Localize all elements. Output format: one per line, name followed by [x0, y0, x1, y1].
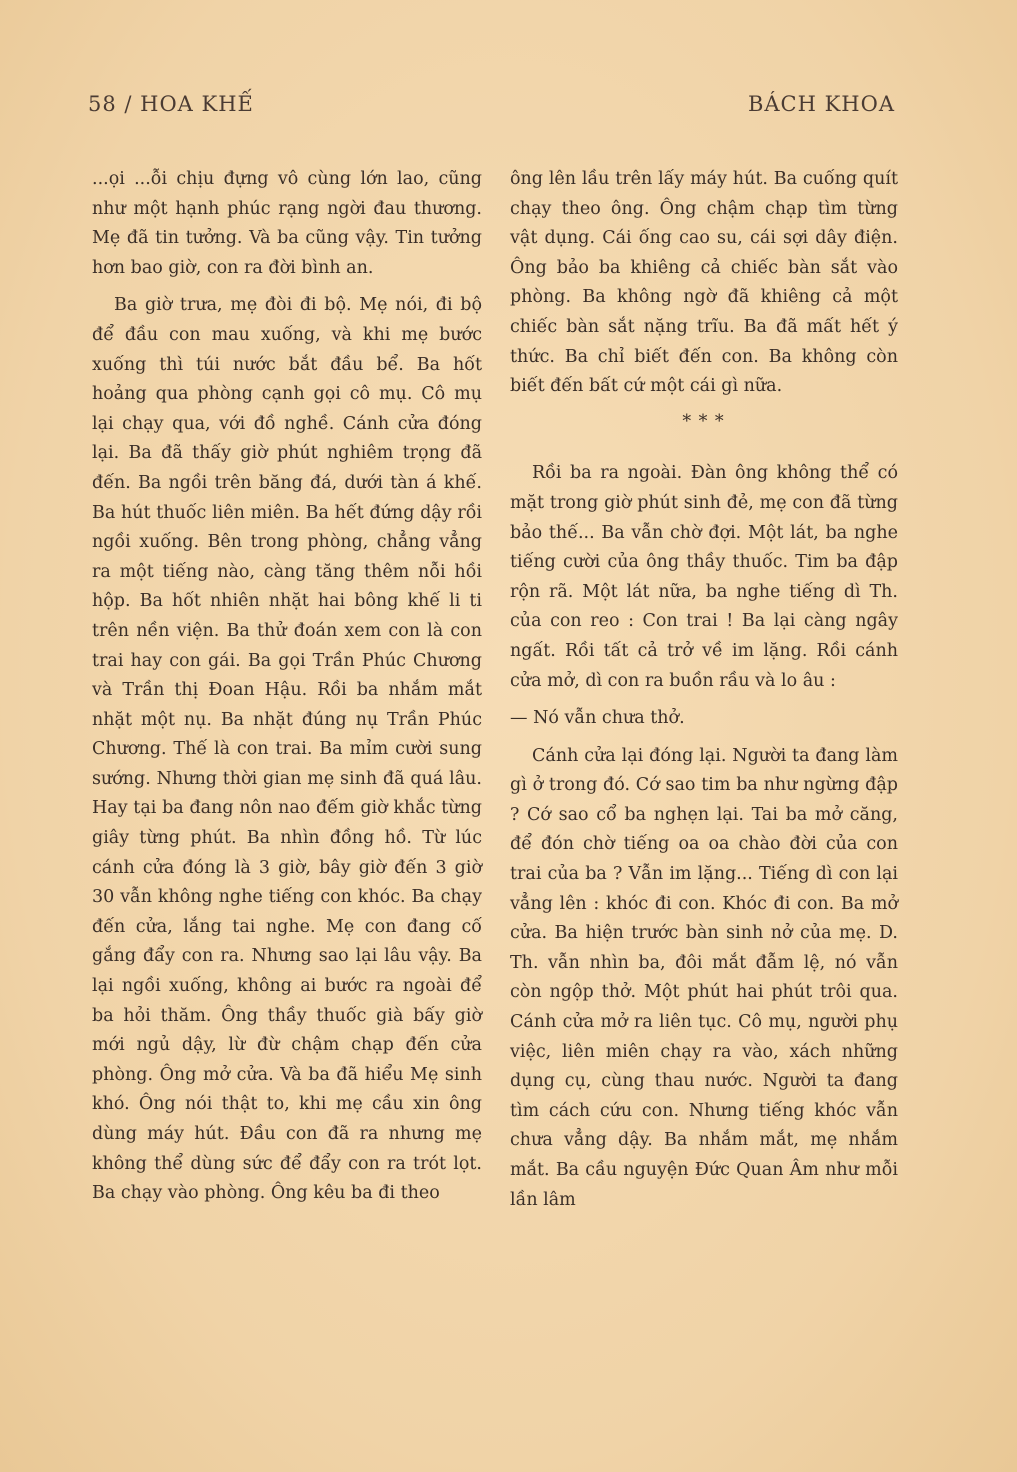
dialogue-line: — Nó vẫn chưa thở. [510, 708, 685, 729]
magazine-title: BÁCH KHOA [747, 92, 895, 116]
paragraph: ...ọi ...ỗi chịu đựng vô cùng lớn lao, cũng như một hạnh phúc rạng ngời đau thương. Mẹ đã tin tưởng. Và ba cũng vậy. Tin tưởng hơn bao giờ, con ra đời bình an. [92, 169, 482, 278]
page-header [88, 92, 895, 116]
page-number-and-author: 58 / HOA KHẾ [88, 92, 254, 116]
right-column [510, 165, 898, 1215]
paragraph: Ba giờ trưa, mẹ đòi đi bộ. Mẹ nói, đi bộ để đầu con mau xuống, và khi mẹ bước xuống thì túi nước bắt đầu bể. Ba hốt hoảng qua phòng cạnh gọi cô mụ. Cô mụ lại chạy qua, với đồ nghề. Cánh cửa đóng lại. Ba đã thấy giờ phút nghiêm trọng đã đến. Ba ngồi trên băng đá, dưới tàn á khế. Ba hút thuốc liên miên. Ba hết đứng dậy rồi ngồi xuống. Bên trong phòng, chẳng vẳng ra một tiếng nào, càng tăng thêm nỗi hồi hộp. Ba hốt nhiên nhặt hai bông khế li ti trên nền viện. Ba thử đoán xem con là con trai hay con gái. Ba gọi Trần Phúc Chương và Trần thị Đoan Hậu. Rồi ba nhắm mắt nhặt một nụ. Ba nhặt đúng nụ Trần Phúc Chương. Thế là con trai. Ba mỉm cười sung sướng. Nhưng thời gian mẹ sinh đã quá lâu. Hay tại ba đang nôn nao đếm giờ khắc từng giây từng phút. Ba nhìn đồng hồ. Từ lúc cánh cửa đóng là 3 giờ, bây giờ đến 3 giờ 30 vẫn không nghe tiếng con khóc. Ba chạy đến cửa, lắng tai nghe. Mẹ con đang cố gắng đẩy con ra. Nhưng sao lại lâu vậy. Ba lại ngồi xuống, không ai bước ra ngoài để ba hỏi thăm. Ông thầy thuốc già bấy giờ mới ngủ dậy, lừ đừ chậm chạp đến cửa phòng. Ông mở cửa. Và ba đã hiểu Mẹ sinh khó. Ông nói thật to, khi mẹ cầu xin ông dùng máy hút. Đầu con đã ra nhưng mẹ không thể dùng sức để đẩy con ra trót lọt. Ba chạy vào phòng. Ông kêu ba đi theo [92, 295, 482, 1204]
paragraph: Cánh cửa lại đóng lại. Người ta đang làm gì ở trong đó. Cớ sao tim ba như ngừng đập ? Cớ sao cổ ba nghẹn lại. Tai ba mở căng, để đón chờ tiếng oa oa chào đời của con trai của ba ? Vẫn im lặng... Tiếng dì con lại vẳng lên : khóc đi con. Khóc đi con. Ba mở cửa. Ba hiện trước bàn sinh nở của mẹ. D. Th. vẫn nhìn ba, đôi mắt đẫm lệ, nó vẫn còn ngộp thở. Một phút hai phút trôi qua. Cánh cửa mở ra liên tục. Cô mụ, người phụ việc, liên miên chạy ra vào, xách những dụng cụ, cùng thau nước. Người ta đang tìm cách cứu con. Nhưng tiếng khóc vẫn chưa vẳng dậy. Ba nhắm mắt, mẹ nhắm mắt. Ba cầu nguyện Đức Quan Âm như mỗi lần lâm [510, 745, 898, 1210]
paragraph: Rồi ba ra ngoài. Đàn ông không thể có mặt trong giờ phút sinh đẻ, mẹ con đã từng bảo thế... Ba vẫn chờ đợi. Một lát, ba nghe tiếng cười của ông thầy thuốc. Tim ba đập rộn rã. Một lát nữa, ba nghe tiếng dì Th. của con reo : Con trai ! Ba lại càng ngây ngất. Rồi tất cả trở về im lặng. Rồi cánh cửa mở, dì con ra buồn rầu và lo âu : [510, 463, 898, 691]
section-separator: * * * [682, 411, 726, 432]
paragraph: ông lên lầu trên lấy máy hút. Ba cuống quít chạy theo ông. Ông chậm chạp tìm từng vật dụng. Cái ống cao su, cái sợi dây điện. Ông bảo ba khiêng cả chiếc bàn sắt vào phòng. Ba không ngờ đã khiêng cả một chiếc bàn sắt nặng trĩu. Ba đã mất hết ý thức. Ba chỉ biết đến con. Ba không còn biết đến bất cứ một cái gì nữa. [510, 169, 898, 397]
left-column [92, 165, 482, 1209]
